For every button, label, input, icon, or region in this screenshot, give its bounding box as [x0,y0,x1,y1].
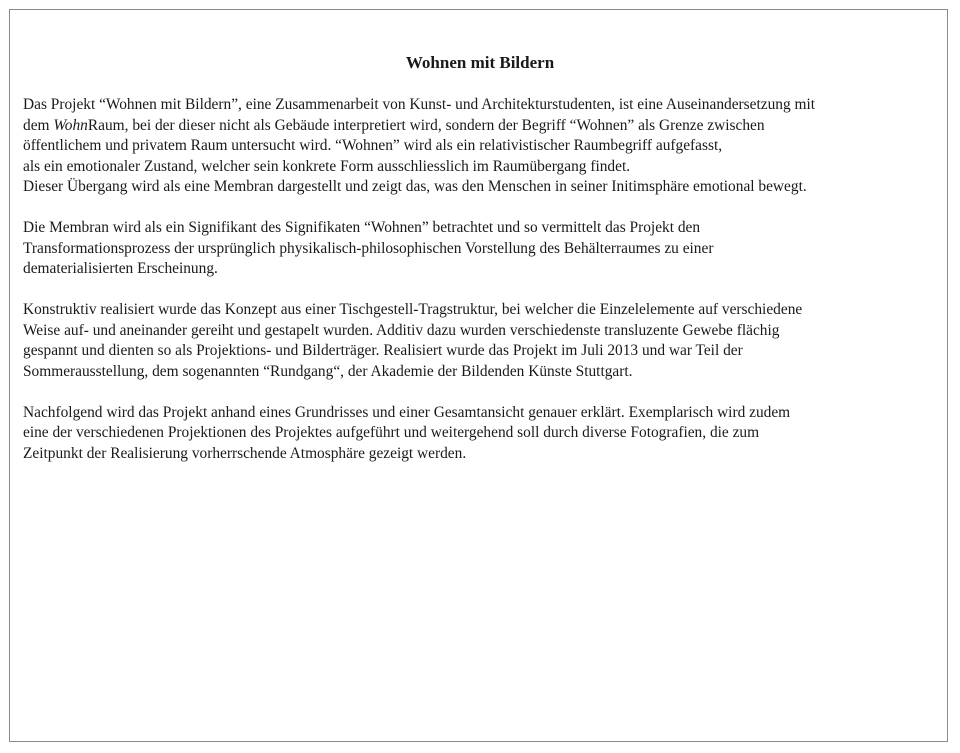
italic-emphasis: Wohn [53,116,88,134]
text-line: Konstruktiv realisiert wurde das Konzept aus einer Tischgestell-Tragstruktur, bei welcher die Einzelelemente auf verschiedene [23,301,803,318]
paragraph-construction [23,300,948,382]
paragraph-gap [23,280,948,301]
text-line: als ein emotionaler Zustand, welcher sein konkrete Form ausschliesslich im Raumübergang findet. [23,157,631,175]
text-line: Transformationsprozess der ursprünglich physikalisch-philosophischen Vorstellung des Behälterraumes zu einer [23,239,714,257]
text-line: Dieser Übergang wird als eine Membran dargestellt und zeigt das, was den Menschen in seiner Initimsphäre emotional bewegt. [23,178,807,195]
text-line: gespannt und dienten so als Projektions- und Bilderträger. Realisiert wurde das Projekt im Juli 2013 und war Teil der [23,342,743,359]
text-line: Nachfolgend wird das Projekt anhand eines Grundrisses und einer Gesamtansicht genauer erklärt. Exemplarisch wird zudem [23,403,791,421]
paragraph-outlook [23,403,948,465]
text-line: dematerialisierten Erscheinung. [23,260,218,277]
text-fragment: Raum, bei der dieser nicht als Gebäude interpretiert wird, sondern der Begriff “Wohnen” als Grenze zwischen [87,116,765,134]
text-line: Sommerausstellung, dem sogenannten “Rundgang“, der Akademie der Bildenden Künste Stuttgart. [23,362,633,380]
text-line [23,116,948,137]
paragraph-gap [23,198,948,219]
text-line: Die Membran wird als ein Signifikant des Signifikaten “Wohnen” betrachtet und so vermittelt das Projekt den [23,219,701,236]
text-line: eine der verschiedenen Projektionen des Projektes aufgeführt und weitergehend soll durch diverse Fotografien, die zum [23,424,760,441]
text-fragment: dem [23,116,54,134]
text-line: öffentlichem und privatem Raum untersucht wird. “Wohnen” wird als ein relativistischer Raumbegriff aufgefasst, [23,137,723,154]
paragraph-intro [23,95,948,198]
document-title: Wohnen mit Bildern [405,53,555,72]
text-line: Weise auf- und aneinander gereiht und gestapelt wurden. Additiv dazu wurden verschiedenste transluzente Gewebe flächig [23,321,780,339]
text-line: Das Projekt “Wohnen mit Bildern”, eine Zusammenarbeit von Kunst- und Architekturstudenten, ist eine Auseinandersetzung mit [23,96,816,113]
text-line: Zeitpunkt der Realisierung vorherrschende Atmosphäre gezeigt werden. [23,444,467,462]
paragraph-membrane [23,218,948,280]
paragraph-gap [23,382,948,403]
document-body [23,95,948,464]
